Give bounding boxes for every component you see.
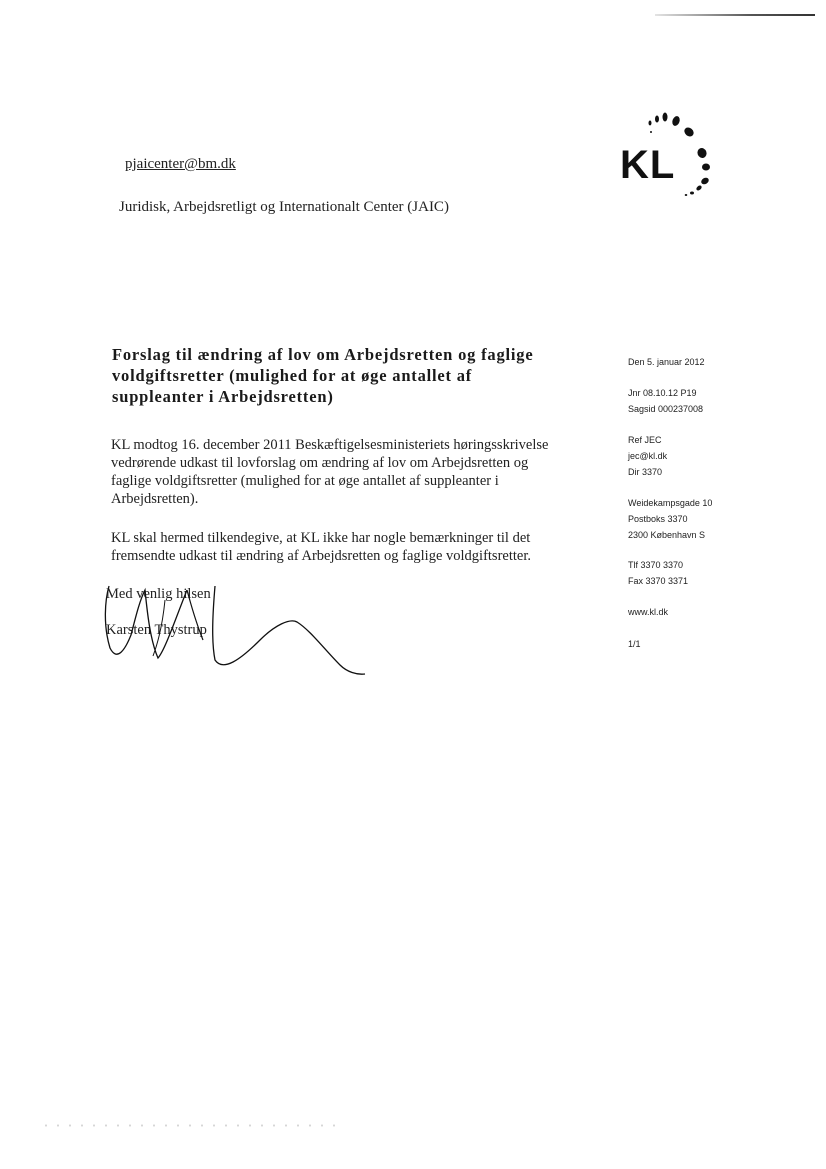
- fax: Fax 3370 3371: [628, 576, 689, 586]
- body-paragraph-1: [111, 436, 591, 508]
- scan-artifact-dots: [40, 1124, 340, 1127]
- city: 2300 København S: [628, 530, 706, 540]
- street-address: Weidekampsgade 10: [628, 498, 713, 508]
- subject-line-3: suppleanter i Arbejdsretten): [112, 387, 334, 406]
- paragraph-line: Arbejdsretten).: [111, 491, 199, 507]
- body-paragraph-2: [111, 529, 591, 565]
- kl-logo-text: KL: [620, 143, 676, 187]
- handwritten-signature: [95, 580, 375, 680]
- website-link[interactable]: www.kl.dk: [628, 607, 669, 617]
- recipient-email-link[interactable]: pjaicenter@bm.dk: [125, 156, 236, 172]
- paragraph-line: KL modtog 16. december 2011 Beskæftigelsesministeriets høringsskrivelse: [111, 437, 549, 453]
- letter-date: Den 5. januar 2012: [628, 357, 705, 367]
- paragraph-line: fremsendte udkast til ændring af Arbejdsretten og faglige voldgiftsretter.: [111, 548, 531, 564]
- scan-artifact-line: [655, 14, 815, 16]
- closing-greeting: Med venlig hilsen: [106, 586, 211, 602]
- sender-email-link[interactable]: jec@kl.dk: [628, 451, 668, 461]
- phone: Tlf 3370 3370: [628, 560, 684, 570]
- signer-name: Karsten Thystrup: [106, 622, 207, 638]
- subject-line-1: Forslag til ændring af lov om Arbejdsretten og faglige: [112, 345, 534, 364]
- case-id: Sagsid 000237008: [628, 404, 704, 414]
- subject-line-2: voldgiftsretter (mulighed for at øge antallet af: [112, 366, 473, 385]
- page-number: 1/1: [628, 639, 641, 649]
- paragraph-line: KL skal hermed tilkendegive, at KL ikke har nogle bemærkninger til det: [111, 530, 531, 546]
- kl-logo: [612, 105, 732, 205]
- journal-number: Jnr 08.10.12 P19: [628, 388, 697, 398]
- paragraph-line: faglige voldgiftsretter (mulighed for at øge antallet af suppleanter i: [111, 473, 499, 489]
- letter-subject: [112, 344, 592, 407]
- recipient-department: Juridisk, Arbejdsretligt og Internationalt Center (JAIC): [119, 199, 449, 215]
- reference: Ref JEC: [628, 435, 662, 445]
- paragraph-line: vedrørende udkast til lovforslag om ændring af lov om Arbejdsretten og: [111, 455, 529, 471]
- direct-phone: Dir 3370: [628, 467, 663, 477]
- postbox: Postboks 3370: [628, 514, 688, 524]
